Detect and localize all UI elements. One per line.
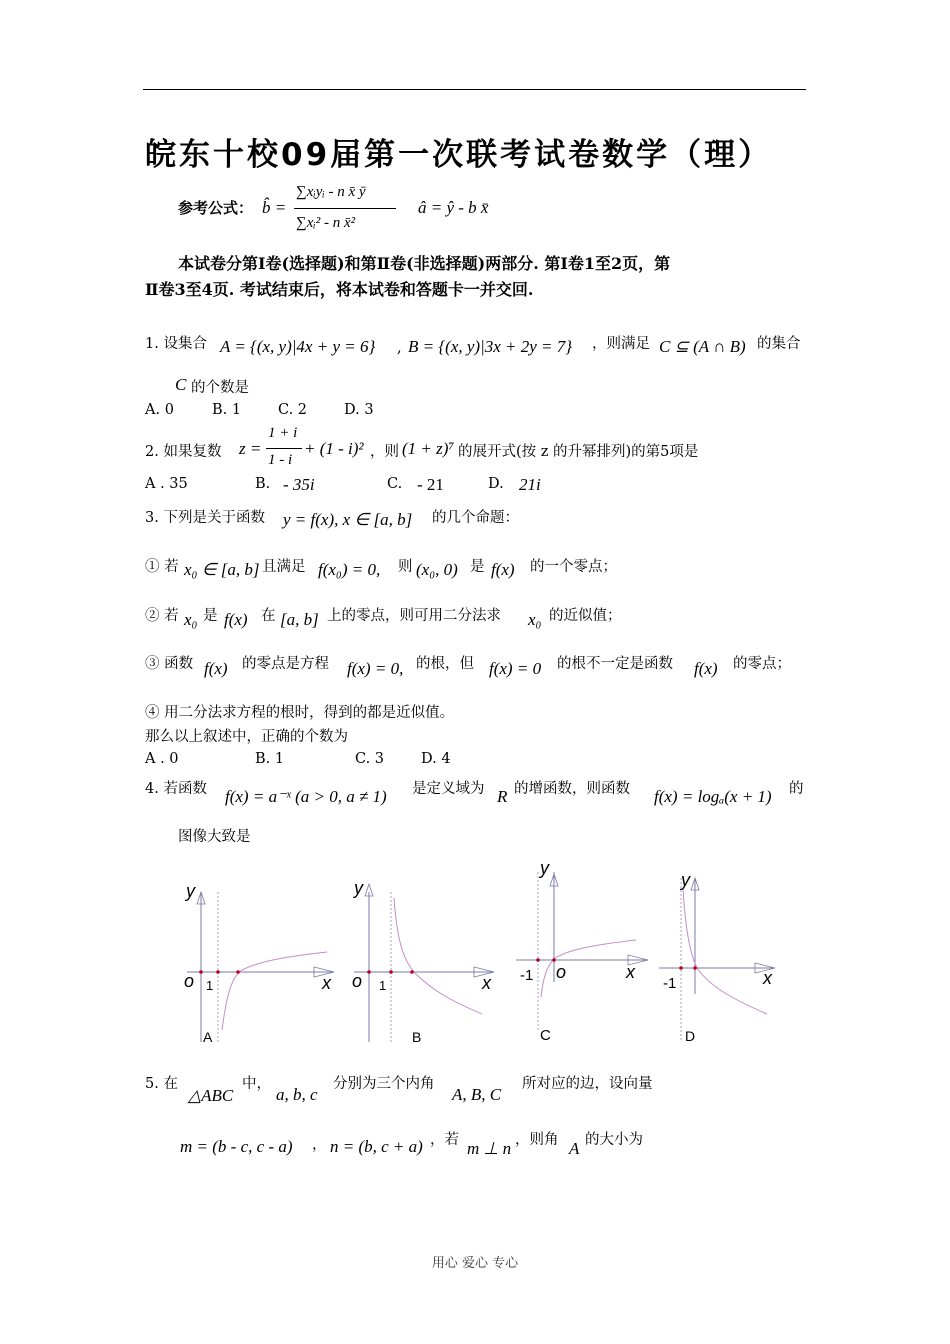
q2-denominator: 1 - i: [268, 452, 293, 468]
q1-option-b[interactable]: B. 1: [212, 402, 242, 418]
q4-graph-a[interactable]: [172, 872, 344, 1050]
q1-set-b: B = {(x, y)|3x + 2y = 7}: [408, 337, 573, 356]
graph-a-tick-label: 1: [206, 978, 214, 993]
graph-c-y-label: y: [540, 858, 549, 878]
q3-s3-i: 的零点；: [733, 656, 791, 672]
formula-a-hat: â = ŷ - b x̄: [418, 198, 489, 217]
q3-s2-c: 是: [203, 608, 218, 624]
graph-d-x-label: x: [763, 968, 772, 988]
q2-suffix: 的展开式(按 z 的升幂排列)的第5项是: [458, 444, 699, 460]
q5-sides: a, b, c: [276, 1085, 318, 1104]
graph-b-y-label: y: [354, 878, 363, 898]
q3-s3-d: f(x) = 0,: [347, 659, 404, 678]
graph-a-tick-dot: [216, 970, 220, 974]
q3-s1-f: (x₀, 0): [416, 560, 458, 579]
graph-b-letter: B: [412, 1029, 422, 1045]
graph-a-origin-label: o: [184, 971, 195, 991]
q5-if: ，若: [430, 1132, 459, 1148]
q2-option-b-label[interactable]: B.: [255, 476, 271, 492]
q1-var-c: C: [175, 375, 187, 394]
q1-comma: ,: [397, 340, 402, 356]
graph-d-tick-dot: [679, 966, 683, 970]
q2-option-b-value: - 35i: [283, 475, 315, 494]
q5-angle-a: A: [569, 1139, 580, 1158]
formula-b-hat: b̂ =: [262, 198, 287, 217]
q1-condition: C ⊆ (A ∩ B): [659, 337, 746, 356]
q1-mid-text: ，则满足: [592, 336, 650, 352]
q3-suffix: 的几个命题：: [432, 510, 519, 526]
q4-graph-c[interactable]: [512, 852, 660, 1048]
q3-s1-c: 且满足: [262, 559, 306, 575]
graph-b-origin-dot: [367, 970, 371, 974]
q5-mid: 中，: [242, 1076, 271, 1092]
q3-s1-i: 的一个零点；: [530, 559, 617, 575]
q4-graph-d[interactable]: [655, 864, 785, 1048]
q1-prefix: 1. 设集合: [145, 336, 207, 352]
q5-comma: ，: [312, 1137, 327, 1153]
intro-line-1: 本试卷分第Ⅰ卷(选择题)和第Ⅱ卷(非选择题)两部分. 第Ⅰ卷1至2页，第: [178, 254, 671, 273]
q3-s3-c: 的零点是方程: [242, 656, 329, 672]
graph-c-letter: C: [540, 1027, 551, 1044]
q4-graph-b[interactable]: [344, 872, 514, 1050]
q3-s1-d: f(x₀) = 0,: [318, 560, 381, 579]
graph-a-root-dot: [236, 970, 240, 974]
q4-prefix: 4. 若函数: [145, 781, 207, 797]
q3-option-c[interactable]: C. 3: [355, 751, 385, 767]
q2-numerator: 1 + i: [268, 425, 298, 441]
q3-s3-g: 的根不一定是函数: [557, 656, 673, 672]
q4-r: R: [497, 787, 508, 806]
graph-d-curve: [683, 888, 767, 1014]
q1-line-2: 的个数是: [191, 380, 249, 396]
q2-fraction-bar: [266, 448, 302, 449]
q5-vector-m: m = (b - c, c - a): [180, 1137, 293, 1156]
q4-mid: 是定义域为: [412, 781, 485, 797]
q2-option-d-value: 21i: [519, 475, 541, 494]
q3-s3-h: f(x): [694, 659, 718, 678]
graph-b-x-label: x: [482, 973, 491, 993]
header-rule: [143, 89, 806, 90]
graph-b-tick-dot: [389, 970, 393, 974]
page-title: 皖东十校09届第一次联考试卷数学（理）: [145, 137, 773, 173]
q3-option-b[interactable]: B. 1: [255, 751, 285, 767]
graph-b-origin-label: o: [352, 971, 363, 991]
q4-mid2: 的增函数，则函数: [514, 781, 630, 797]
q5-end: 的大小为: [585, 1132, 643, 1148]
graph-d-letter: D: [685, 1028, 696, 1044]
q5-perp: m ⊥ n: [467, 1139, 512, 1158]
formula-denominator: ∑xᵢ² - n x̄²: [296, 215, 356, 231]
q2-plus-term: + (1 - i)²: [304, 439, 364, 458]
intro-line-2: Ⅱ卷3至4页. 考试结束后，将本试卷和答题卡一并交回.: [145, 280, 534, 299]
q1-set-a: A = {(x, y)|4x + y = 6}: [220, 337, 376, 356]
q2-option-c-value: - 21: [417, 475, 444, 494]
q3-s1-e: 则: [398, 559, 413, 575]
q3-option-a[interactable]: A . 0: [145, 751, 179, 767]
graph-a-curve: [222, 952, 327, 1030]
q5-mid2: 分别为三个内角: [333, 1076, 435, 1092]
q3-s3-f: f(x) = 0: [489, 659, 542, 678]
q2-option-a[interactable]: A . 35: [145, 476, 188, 492]
q3-s1-a: ① 若: [145, 559, 179, 575]
graph-d-origin-dot: [693, 966, 697, 970]
q2-prefix: 2. 如果复数: [145, 444, 222, 460]
q3-s2-g: 上的零点，则可用二分法求: [327, 608, 501, 624]
graph-a-letter: A: [203, 1029, 213, 1045]
q3-s2-h: x₀: [528, 610, 542, 629]
graph-c-tick-label: -1: [520, 967, 534, 984]
graph-a-x-label: x: [322, 973, 331, 993]
q4-function: f(x) = a⁻ˣ (a > 0, a ≠ 1): [225, 787, 387, 806]
q3-prefix: 3. 下列是关于函数: [145, 510, 265, 526]
graph-b-root-dot: [410, 970, 414, 974]
q3-s5: 那么以上叙述中，正确的个数为: [145, 729, 348, 745]
graph-c-origin-label: o: [556, 962, 567, 982]
q5-then: ，则角: [515, 1132, 559, 1148]
q3-s1-g: 是: [470, 559, 485, 575]
q2-option-c-label[interactable]: C.: [387, 476, 403, 492]
q3-s2-i: 的近似值；: [549, 608, 622, 624]
q3-s2-f: [a, b]: [280, 610, 319, 629]
graph-a-origin-dot: [199, 970, 203, 974]
q3-s3-b: f(x): [204, 659, 228, 678]
q2-expression: (1 + z)⁷: [402, 439, 455, 458]
q4-function-2: f(x) = logₐ(x + 1): [654, 787, 772, 806]
q3-s1-b: x₀ ∈ [a, b]: [184, 560, 260, 579]
q1-suffix: 的集合: [757, 336, 801, 352]
q3-s2-a: ② 若: [145, 608, 179, 624]
q2-z: z =: [239, 439, 262, 458]
formula-numerator: ∑xᵢyᵢ - n x̄ ȳ: [296, 184, 366, 200]
q5-prefix: 5. 在: [145, 1076, 178, 1092]
graph-a-y-label: y: [186, 881, 195, 901]
q2-option-d-label[interactable]: D.: [488, 476, 504, 492]
q3-s4: ④ 用二分法求方程的根时，得到的都是近似值。: [145, 705, 455, 721]
q4-line-2: 图像大致是: [178, 829, 251, 845]
graph-b-curve: [394, 898, 482, 1014]
q3-option-d[interactable]: D. 4: [421, 751, 451, 767]
q1-option-c[interactable]: C. 2: [278, 402, 308, 418]
q5-triangle: △ABC: [188, 1086, 234, 1105]
formula-label: 参考公式：: [178, 199, 254, 217]
q1-option-d[interactable]: D. 3: [344, 402, 374, 418]
q3-s2-e: 在: [261, 608, 276, 624]
q3-s2-b: x₀: [184, 610, 198, 629]
q3-s1-h: f(x): [491, 560, 515, 579]
q3-s3-a: ③ 函数: [145, 656, 194, 672]
q1-option-a[interactable]: A. 0: [145, 402, 174, 418]
q3-s2-d: f(x): [224, 610, 248, 629]
graph-c-x-label: x: [626, 962, 635, 982]
q5-angles: A, B, C: [452, 1085, 502, 1104]
q5-suffix: 所对应的边，设向量: [522, 1076, 653, 1092]
graph-d-y-label: y: [681, 870, 690, 890]
q4-suffix: 的: [789, 781, 804, 797]
graph-c-tick-dot: [536, 958, 540, 962]
graph-d-tick-label: -1: [663, 975, 677, 992]
q5-vector-n: n = (b, c + a): [330, 1137, 423, 1156]
q3-function: y = f(x), x ∈ [a, b]: [283, 510, 413, 529]
page-footer: 用心 爱心 专心: [431, 1256, 519, 1271]
formula-fraction-bar: [294, 208, 396, 209]
graph-b-tick-label: 1: [379, 978, 387, 993]
q2-mid: ，则: [370, 444, 399, 460]
q3-s3-e: 的根，但: [416, 656, 474, 672]
